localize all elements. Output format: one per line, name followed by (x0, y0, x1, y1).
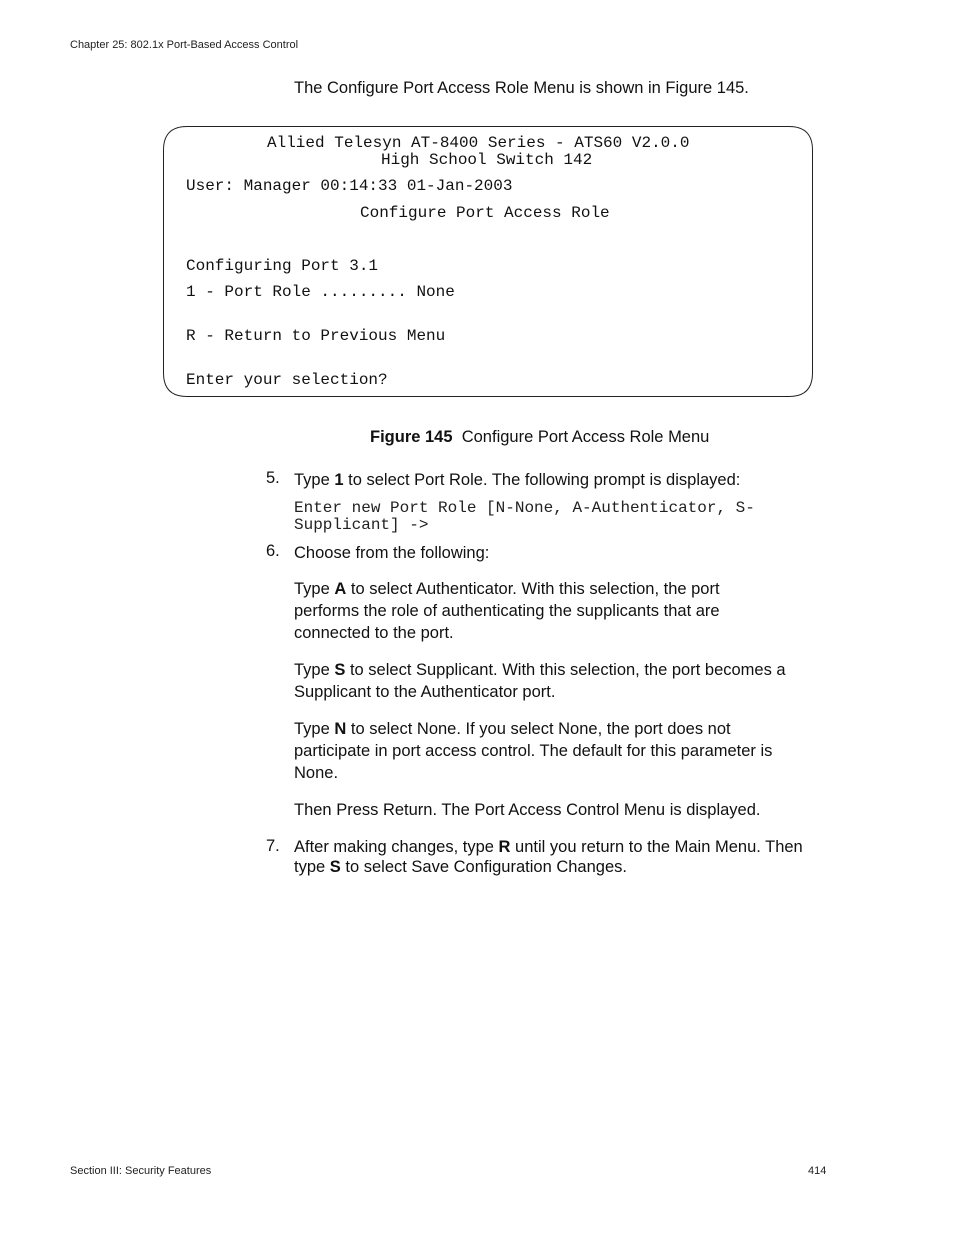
option-authenticator (294, 578, 764, 644)
option-s-pre: Type (294, 661, 335, 679)
chapter-header: Chapter 25: 802.1x Port-Based Access Control (70, 39, 299, 51)
step-7-post: to select Save Configuration Changes. (340, 858, 627, 876)
terminal-line-user: User: Manager 00:14:33 01-Jan-2003 (186, 177, 513, 195)
figure-caption (370, 428, 709, 447)
step-7-key-r: R (498, 838, 511, 856)
terminal-line-banner: Allied Telesyn AT-8400 Series - ATS60 V2.0.0 (267, 134, 690, 152)
step-5-pre: Type (294, 471, 335, 489)
figure-label: Figure 145 (370, 428, 453, 446)
terminal-prompt: Enter your selection? (186, 371, 388, 389)
option-a-post: to select Authenticator. With this selection, the port performs the role of authenticating the supplicants that are connected to the port. (294, 580, 720, 642)
page-number: 414 (808, 1165, 827, 1177)
step-6-text: Choose from the following: (294, 544, 490, 562)
step-7-text (294, 837, 834, 877)
terminal-option-return: R - Return to Previous Menu (186, 327, 446, 345)
step-5-code-line-2: Supplicant] -> (294, 516, 429, 534)
terminal-figure (163, 126, 813, 397)
option-n-post: to select None. If you select None, the port does not participate in port access control. The default for this parameter is None. (294, 720, 773, 782)
figure-caption-text: Configure Port Access Role Menu (461, 428, 710, 446)
step-7-key-s: S (329, 858, 341, 876)
step-7-mid: until you return to the Main Menu. Then type (294, 838, 803, 876)
option-none (294, 718, 804, 784)
then-press-return: Then Press Return. The Port Access Control Menu is displayed. (294, 801, 761, 819)
step-7-number: 7. (266, 837, 280, 855)
option-a-key: A (334, 580, 347, 598)
footer-section: Section III: Security Features (70, 1165, 212, 1177)
terminal-menu-title: Configure Port Access Role (360, 204, 610, 222)
option-s-post: to select Supplicant. With this selection, the port becomes a Supplicant to the Authenticator port. (294, 661, 786, 701)
terminal-line-configuring: Configuring Port 3.1 (186, 257, 379, 275)
option-a-pre: Type (294, 580, 335, 598)
step-5-code (294, 500, 755, 534)
step-5-code-line-1: Enter new Port Role [N-None, A-Authenticator, S- (294, 499, 755, 517)
option-supplicant (294, 659, 804, 703)
terminal-option-port-role: 1 - Port Role ......... None (186, 283, 455, 301)
step-5-number: 5. (266, 469, 280, 487)
option-s-key: S (334, 661, 346, 679)
option-n-key: N (334, 720, 347, 738)
step-6-number: 6. (266, 542, 280, 560)
step-5-key: 1 (334, 471, 344, 489)
step-5-text (294, 469, 829, 491)
step-5-post: to select Port Role. The following prompt is displayed: (343, 471, 741, 489)
option-n-pre: Type (294, 720, 335, 738)
terminal-line-switch-name: High School Switch 142 (381, 151, 593, 169)
step-7-pre: After making changes, type (294, 838, 499, 856)
intro-text: The Configure Port Access Role Menu is shown in Figure 145. (294, 79, 749, 97)
